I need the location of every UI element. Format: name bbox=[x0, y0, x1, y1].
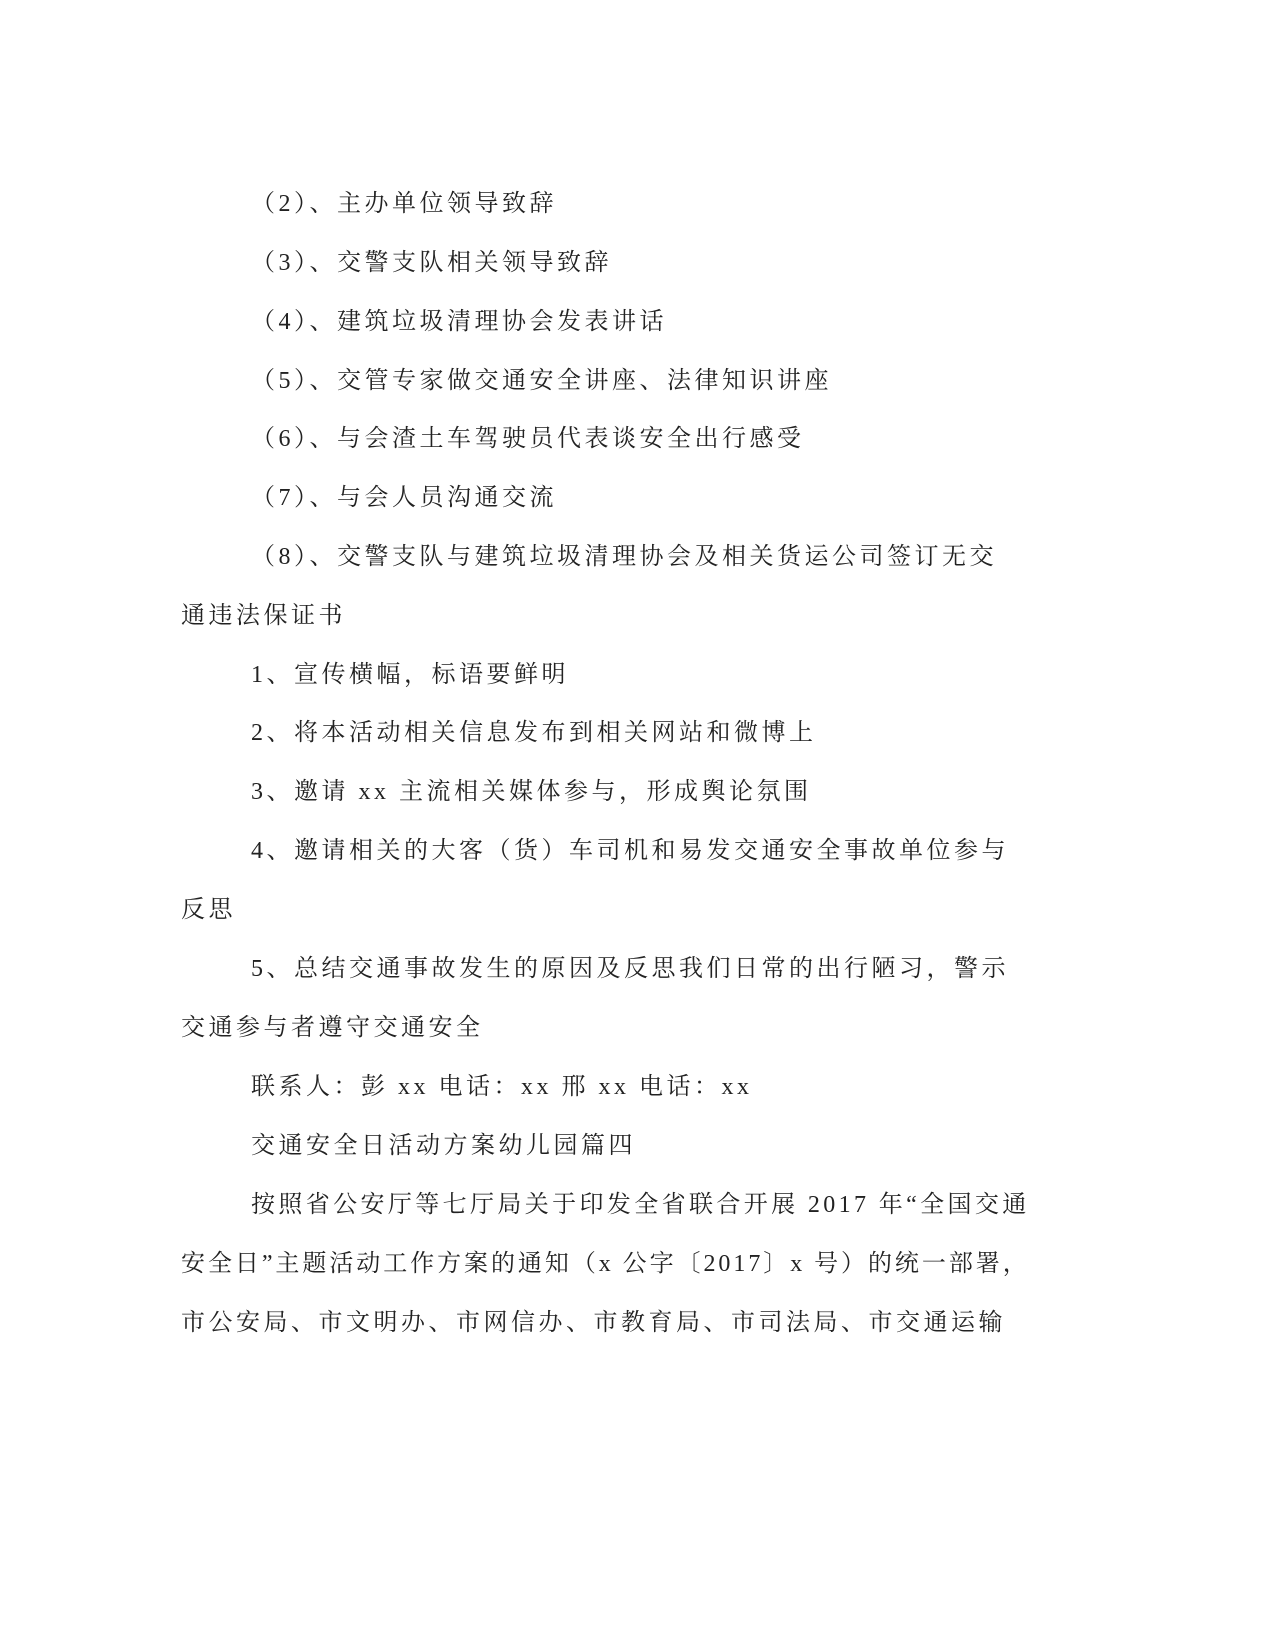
text-line: 通违法保证书 bbox=[181, 603, 346, 629]
section-heading: 交通安全日活动方案幼儿园篇四 bbox=[251, 1133, 636, 1159]
text-line: 1、宣传横幅，标语要鲜明 bbox=[251, 662, 569, 688]
text-line: 2、将本活动相关信息发布到相关网站和微博上 bbox=[251, 720, 817, 746]
text-line: （2）、主办单位领导致辞 bbox=[251, 191, 557, 217]
text-line: 联系人：彭 xx 电话：xx 邢 xx 电话：xx bbox=[251, 1074, 753, 1100]
text-line: 市公安局、市文明办、市网信办、市教育局、市司法局、市交通运输 bbox=[181, 1310, 1006, 1336]
text-line: 4、邀请相关的大客（货）车司机和易发交通安全事故单位参与 bbox=[251, 838, 1009, 864]
text-line: （8）、交警支队与建筑垃圾清理协会及相关货运公司签订无交 bbox=[251, 544, 997, 570]
text-line: （3）、交警支队相关领导致辞 bbox=[251, 250, 612, 276]
text-line: （4）、建筑垃圾清理协会发表讲话 bbox=[251, 309, 667, 335]
text-line: 3、邀请 xx 主流相关媒体参与，形成舆论氛围 bbox=[251, 779, 812, 805]
text-line: （7）、与会人员沟通交流 bbox=[251, 485, 557, 511]
text-line: 按照省公安厅等七厅局关于印发全省联合开展 2017 年“全国交通 bbox=[251, 1192, 1030, 1218]
text-line: （6）、与会渣土车驾驶员代表谈安全出行感受 bbox=[251, 426, 805, 452]
text-line: （5）、交管专家做交通安全讲座、法律知识讲座 bbox=[251, 368, 832, 394]
text-line: 反思 bbox=[181, 897, 236, 923]
text-line: 交通参与者遵守交通安全 bbox=[181, 1015, 484, 1041]
text-line: 安全日”主题活动工作方案的通知（x 公字〔2017〕x 号）的统一部署， bbox=[181, 1251, 1030, 1277]
text-line: 5、总结交通事故发生的原因及反思我们日常的出行陋习，警示 bbox=[251, 956, 1009, 982]
